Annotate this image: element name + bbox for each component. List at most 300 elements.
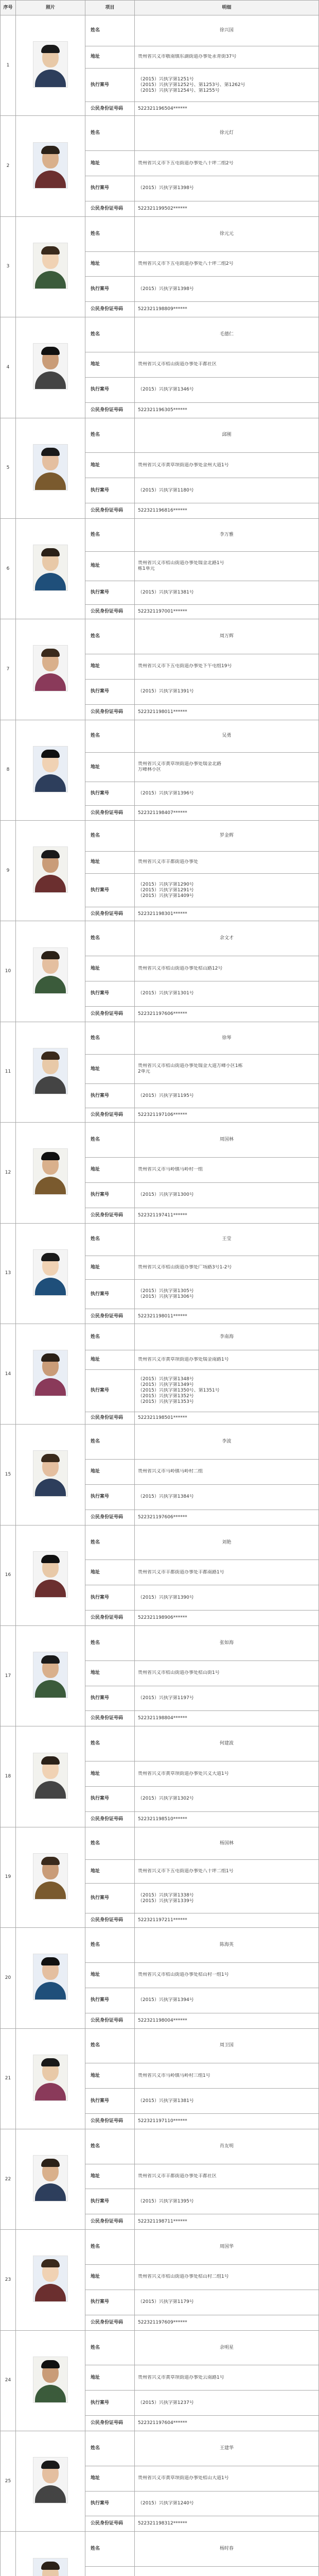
row-seq: 12	[1, 1123, 16, 1223]
field-value-cases	[135, 981, 319, 1006]
row-seq: 5	[1, 418, 16, 518]
field-label: 公民身份证号码	[85, 1108, 135, 1123]
field-value-id: 522321196305******	[135, 402, 319, 418]
field-label: 公民身份证号码	[85, 704, 135, 720]
portrait-image	[33, 2055, 68, 2101]
field-value-name: 李万雅	[135, 518, 319, 551]
header-field: 项目	[85, 1, 135, 15]
field-value-name: 杨国林	[135, 1827, 319, 1860]
field-value-cases	[135, 782, 319, 806]
field-label: 地址	[85, 1761, 135, 1787]
table-body	[1, 15, 319, 2576]
field-value-address	[135, 352, 319, 377]
case-number: （2015）兴执字第1350号、第1351号	[138, 1387, 220, 1393]
case-number: （2015）兴执字第1195号	[138, 1093, 194, 1098]
field-label: 公民身份证号码	[85, 2214, 135, 2230]
case-number: （2015）兴执字第1339号	[138, 1898, 194, 1904]
field-value-cases	[135, 679, 319, 704]
portrait-image	[33, 1450, 68, 1497]
field-label: 公民身份证号码	[85, 806, 135, 821]
portrait-image	[33, 947, 68, 994]
field-label: 姓名	[85, 1022, 135, 1055]
portrait-image	[33, 2155, 68, 2201]
table-row	[1, 921, 319, 956]
address-line: 贵州省兴义市桔山街道办事处桔山村二组1号	[138, 2274, 229, 2280]
field-label: 地址	[85, 1962, 135, 1988]
row-seq: 25	[1, 2431, 16, 2532]
field-label: 公民身份证号码	[85, 1711, 135, 1726]
row-seq: 16	[1, 1525, 16, 1625]
row-seq: 8	[1, 720, 16, 820]
field-value-address	[135, 2063, 319, 2089]
field-value-name: 吴勇	[135, 720, 319, 753]
row-seq: 19	[1, 1827, 16, 1927]
table-row	[1, 1123, 319, 1158]
header-detail: 明细	[135, 1, 319, 15]
field-label: 公民身份证号码	[85, 907, 135, 921]
address-line: 贵州省兴义市下五屯街道办事处下午屯组19号	[138, 664, 232, 669]
field-label: 姓名	[85, 1626, 135, 1661]
table-row	[1, 720, 319, 753]
field-label: 执行案号	[85, 2290, 135, 2315]
field-value-address	[135, 46, 319, 68]
field-value-name: 徐元元	[135, 216, 319, 251]
person-photo	[16, 1223, 85, 1324]
case-number: （2015）兴执字第1338号	[138, 1892, 194, 1898]
case-number: （2015）兴执字第1398号	[138, 286, 194, 292]
field-value-cases	[135, 1280, 319, 1309]
table-row	[1, 821, 319, 852]
field-label: 公民身份证号码	[85, 2013, 135, 2028]
field-value-id: 522321197609******	[135, 2315, 319, 2330]
field-label: 执行案号	[85, 1786, 135, 1811]
field-label: 执行案号	[85, 377, 135, 402]
field-label: 姓名	[85, 1223, 135, 1256]
field-label: 姓名	[85, 1123, 135, 1158]
table-row	[1, 317, 319, 352]
field-value-cases	[135, 2189, 319, 2214]
address-line: 贵州省兴义市丰都街道办事处	[138, 859, 199, 865]
person-photo	[16, 1626, 85, 1726]
person-photo	[16, 619, 85, 720]
field-label: 公民身份证号码	[85, 503, 135, 518]
person-photo	[16, 1827, 85, 1927]
field-label: 执行案号	[85, 2189, 135, 2214]
case-number: （2015）兴执字第1409号	[138, 893, 194, 899]
row-seq: 14	[1, 1324, 16, 1424]
field-label: 姓名	[85, 418, 135, 453]
field-value-id: 522321198011******	[135, 1309, 319, 1324]
address-line: 2单元	[138, 1069, 150, 1075]
field-value-name: 毛德仁	[135, 317, 319, 352]
portrait-image	[33, 243, 68, 289]
field-value-id: 522321197606******	[135, 1006, 319, 1022]
field-value-id: 522321196504******	[135, 102, 319, 116]
field-label: 公民身份证号码	[85, 604, 135, 619]
field-value-address	[135, 1460, 319, 1485]
portrait-image	[33, 2357, 68, 2403]
table-row	[1, 116, 319, 151]
case-number: （2015）兴执字第1381号	[138, 589, 194, 595]
case-number: （2015）兴执字第1300号	[138, 1192, 194, 1198]
address-line: 贵州省兴义市下五屯街道办事处八十坪二组1号	[138, 1869, 234, 1874]
address-line: 贵州省兴义市敬南镇东湖街道办事处永青街37号	[138, 54, 237, 60]
case-number: （2015）兴执字第1197号	[138, 1696, 194, 1701]
address-line: 贵州省兴义市丰都街道办事处丰都社区	[138, 2174, 217, 2179]
person-photo	[16, 1425, 85, 1525]
field-value-name: 王莹	[135, 1223, 319, 1256]
case-number: （2015）兴执字第1381号	[138, 2098, 194, 2104]
field-value-address	[135, 151, 319, 176]
field-value-cases	[135, 2290, 319, 2315]
field-label: 执行案号	[85, 1369, 135, 1412]
address-line: 贵州省兴义市下五屯街道办事处八十坪二组2号	[138, 160, 234, 166]
case-number: （2015）兴执字第1396号	[138, 791, 194, 796]
table-row	[1, 2028, 319, 2063]
address-line: 贵州省兴义市马岭镇马岭村一组	[138, 1167, 203, 1173]
row-seq	[1, 2532, 16, 2576]
row-seq: 24	[1, 2330, 16, 2431]
field-value-cases	[135, 873, 319, 907]
field-label: 姓名	[85, 1928, 135, 1963]
field-label: 公民身份证号码	[85, 1412, 135, 1424]
field-value-address	[135, 2265, 319, 2290]
field-value-cases	[135, 377, 319, 402]
address-line: 贵州省兴义市桔山街道办事处瑞金北路1号	[138, 560, 224, 566]
field-label: 公民身份证号码	[85, 201, 135, 216]
field-value-name: 邱刚	[135, 418, 319, 453]
field-label: 公民身份证号码	[85, 302, 135, 317]
address-line: 贵州省兴义市黄草坝街道办事处兴义大道1号	[138, 1771, 229, 1776]
case-number: （2015）兴执字第1384号	[138, 1494, 194, 1500]
field-label: 公民身份证号码	[85, 1510, 135, 1525]
field-value-id: 522321198906******	[135, 1611, 319, 1626]
field-label: 姓名	[85, 2129, 135, 2164]
address-line: 贵州省兴义市桔山街道办事处广场路3号1-2号	[138, 1265, 232, 1270]
case-number: （2015）兴执字第1254号、第1255号	[138, 88, 220, 93]
field-label: 执行案号	[85, 1084, 135, 1108]
portrait-image	[33, 1551, 68, 1598]
portrait-image	[33, 1350, 68, 1396]
field-label: 地址	[85, 956, 135, 981]
table-row	[1, 2129, 319, 2164]
address-line: 贵州省兴义市丰都街道办事处丰都南路1号	[138, 1569, 224, 1575]
case-number: （2015）兴执字第1348号	[138, 1376, 194, 1382]
case-number: （2015）兴执字第1305号	[138, 1289, 194, 1294]
person-photo	[16, 1324, 85, 1424]
row-seq: 17	[1, 1626, 16, 1726]
field-label: 执行案号	[85, 1686, 135, 1711]
case-number: （2015）兴执字第1252号、第1253号、第1262号	[138, 82, 245, 88]
table-row	[1, 1928, 319, 1963]
person-photo	[16, 2330, 85, 2431]
field-label: 执行案号	[85, 2491, 135, 2516]
field-label: 姓名	[85, 821, 135, 852]
field-label: 执行案号	[85, 2089, 135, 2114]
field-value-cases	[135, 1884, 319, 1913]
person-photo	[16, 518, 85, 619]
field-label: 执行案号	[85, 679, 135, 704]
field-value-cases	[135, 176, 319, 201]
row-seq: 10	[1, 921, 16, 1022]
address-line: 贵州省兴义市马岭镇马岭村三组1号	[138, 2073, 210, 2078]
field-value-cases	[135, 1988, 319, 2013]
field-value-id: 522321198510******	[135, 1811, 319, 1827]
field-value-id: 522321198809******	[135, 302, 319, 317]
field-label: 地址	[85, 2063, 135, 2089]
field-label: 姓名	[85, 216, 135, 251]
portrait-image	[33, 444, 68, 490]
row-seq: 15	[1, 1425, 16, 1525]
field-label: 地址	[85, 1055, 135, 1084]
address-line: 栋1单元	[138, 566, 155, 571]
case-number: （2015）兴执字第1237号	[138, 2400, 194, 2405]
table-row	[1, 1223, 319, 1256]
table-row	[1, 1827, 319, 1860]
table-row	[1, 518, 319, 551]
field-value-address	[135, 2365, 319, 2391]
field-label: 公民身份证号码	[85, 1913, 135, 1928]
case-number: （2015）兴执字第1352号	[138, 1393, 194, 1399]
person-photo	[16, 1022, 85, 1122]
field-value-name: 杨时春	[135, 2532, 319, 2567]
field-value-address	[135, 1860, 319, 1884]
field-label: 地址	[85, 2466, 135, 2491]
portrait-image	[33, 645, 68, 691]
row-seq: 21	[1, 2028, 16, 2129]
field-value-name: 张如海	[135, 1626, 319, 1661]
field-label: 执行案号	[85, 1585, 135, 1611]
address-line: 贵州省兴义市黄草坝街道办事处瑞金南路1号	[138, 1357, 229, 1363]
person-photo	[16, 821, 85, 921]
field-label: 执行案号	[85, 1884, 135, 1913]
field-value-address	[135, 1962, 319, 1988]
field-value-id: 522321198711******	[135, 2214, 319, 2230]
address-line: 贵州省兴义市桔山街道办事处桔山路12号	[138, 965, 223, 971]
field-label: 姓名	[85, 2532, 135, 2567]
case-number: （2015）兴执字第1349号	[138, 1382, 194, 1387]
field-value-name: 周万辉	[135, 619, 319, 654]
field-value-id: 522321197110******	[135, 2113, 319, 2129]
case-number: （2015）兴执字第1346号	[138, 387, 194, 393]
field-label: 姓名	[85, 518, 135, 551]
portrait-image	[33, 2256, 68, 2302]
field-value-address	[135, 2567, 319, 2576]
table-header	[1, 1, 319, 15]
field-label: 姓名	[85, 2230, 135, 2265]
field-label: 执行案号	[85, 1484, 135, 1510]
person-photo	[16, 1123, 85, 1223]
table-row	[1, 2330, 319, 2365]
person-photo	[16, 2230, 85, 2330]
person-photo	[16, 317, 85, 418]
field-label: 执行案号	[85, 1182, 135, 1208]
field-label: 执行案号	[85, 1280, 135, 1309]
field-value-name: 何建波	[135, 1726, 319, 1761]
field-value-cases	[135, 2391, 319, 2416]
field-value-name: 王建华	[135, 2431, 319, 2466]
case-number: （2015）兴执字第1290号	[138, 882, 194, 887]
field-label: 姓名	[85, 2431, 135, 2466]
field-value-cases	[135, 478, 319, 503]
field-value-name: 徐琴	[135, 1022, 319, 1055]
field-label: 地址	[85, 753, 135, 782]
row-seq: 4	[1, 317, 16, 418]
person-photo	[16, 2532, 85, 2576]
field-value-id: 522321197211******	[135, 1913, 319, 1928]
person-photo	[16, 2129, 85, 2229]
field-value-address	[135, 1660, 319, 1686]
field-label: 公民身份证号码	[85, 1309, 135, 1324]
address-line: 贵州省兴义市马岭镇马岭村二组	[138, 1469, 203, 1475]
field-label: 姓名	[85, 921, 135, 956]
field-label: 姓名	[85, 1324, 135, 1350]
portrait-image	[33, 1652, 68, 1698]
table-row	[1, 418, 319, 453]
field-value-id: 522321196816******	[135, 503, 319, 518]
portrait-image	[33, 1954, 68, 2000]
field-value-address	[135, 2466, 319, 2491]
table-row	[1, 216, 319, 251]
address-line: 贵州省兴义市桔山街道办事处桔山街1号	[138, 1670, 220, 1676]
row-seq: 9	[1, 821, 16, 921]
table-row	[1, 1425, 319, 1460]
field-label: 姓名	[85, 1425, 135, 1460]
field-label: 公民身份证号码	[85, 2416, 135, 2431]
case-number: （2015）兴执字第1179号	[138, 2299, 194, 2305]
field-value-name: 李波	[135, 1425, 319, 1460]
field-value-id: 522321198011******	[135, 704, 319, 720]
field-value-cases	[135, 2491, 319, 2516]
field-label: 执行案号	[85, 873, 135, 907]
field-value-address	[135, 251, 319, 277]
row-seq: 23	[1, 2230, 16, 2330]
field-label: 地址	[85, 2265, 135, 2290]
row-seq: 3	[1, 216, 16, 317]
row-seq: 1	[1, 15, 16, 116]
field-label: 执行案号	[85, 782, 135, 806]
person-photo	[16, 418, 85, 518]
field-value-address	[135, 1761, 319, 1787]
field-value-cases	[135, 581, 319, 604]
field-label: 地址	[85, 2365, 135, 2391]
field-value-cases	[135, 1686, 319, 1711]
field-label: 地址	[85, 46, 135, 68]
field-label: 地址	[85, 151, 135, 176]
field-value-address	[135, 753, 319, 782]
table-row	[1, 1022, 319, 1055]
case-number: （2015）兴执字第1302号	[138, 1796, 194, 1802]
portrait-image	[33, 846, 68, 893]
field-value-address	[135, 1055, 319, 1084]
field-label: 地址	[85, 1560, 135, 1585]
row-seq: 11	[1, 1022, 16, 1122]
case-number: （2015）兴执字第1291号	[138, 887, 194, 893]
field-value-cases	[135, 1084, 319, 1108]
field-label: 地址	[85, 1256, 135, 1280]
field-value-id: 522321198501******	[135, 1412, 319, 1424]
portrait-image	[33, 142, 68, 189]
portrait-image	[33, 1853, 68, 1900]
field-value-cases	[135, 1786, 319, 1811]
address-line: 贵州省兴义市黄草坝街道办事处金州大道1号	[138, 462, 229, 468]
row-seq: 20	[1, 1928, 16, 2028]
portrait-image	[33, 545, 68, 591]
person-photo	[16, 921, 85, 1022]
portrait-image	[33, 1249, 68, 1296]
field-label: 姓名	[85, 2330, 135, 2365]
table-row	[1, 1726, 319, 1761]
field-value-name: 周国林	[135, 1123, 319, 1158]
field-label: 地址	[85, 1860, 135, 1884]
person-photo	[16, 720, 85, 820]
field-label: 姓名	[85, 619, 135, 654]
field-label: 姓名	[85, 116, 135, 151]
field-value-id: 522321197604******	[135, 2416, 319, 2431]
case-number: （2015）兴执字第1391号	[138, 689, 194, 694]
person-photo	[16, 2431, 85, 2532]
table-row	[1, 2431, 319, 2466]
field-label: 地址	[85, 551, 135, 581]
field-value-name: 周国华	[135, 2230, 319, 2265]
field-value-cases	[135, 1182, 319, 1208]
field-value-address	[135, 551, 319, 581]
field-value-id: 522321197106******	[135, 1108, 319, 1123]
portrait-image	[33, 1148, 68, 1195]
case-number: （2015）兴执字第1390号	[138, 1595, 194, 1600]
field-label: 姓名	[85, 15, 135, 46]
field-label: 执行案号	[85, 581, 135, 604]
field-value-address	[135, 851, 319, 873]
portrait-image	[33, 1048, 68, 1094]
field-label: 姓名	[85, 2028, 135, 2063]
field-value-name: 余文才	[135, 921, 319, 956]
field-value-id: 522321197606******	[135, 1510, 319, 1525]
case-number: （2015）兴执字第1251号	[138, 76, 194, 82]
field-label: 地址	[85, 1660, 135, 1686]
field-value-id: 522321198004******	[135, 2013, 319, 2028]
field-value-address	[135, 1560, 319, 1585]
row-seq: 18	[1, 1726, 16, 1827]
field-label: 地址	[85, 1350, 135, 1370]
field-value-name: 周卫国	[135, 2028, 319, 2063]
field-value-name: 李南海	[135, 1324, 319, 1350]
field-value-id: 522321198407******	[135, 806, 319, 821]
person-photo	[16, 1928, 85, 2028]
field-label: 执行案号	[85, 981, 135, 1006]
field-label: 地址	[85, 453, 135, 478]
address-line: 贵州省兴义市桔山街道办事处瑞金大道万峰小区1栋	[138, 1063, 243, 1069]
field-value-address	[135, 1157, 319, 1182]
person-photo	[16, 1726, 85, 1827]
portrait-image	[33, 746, 68, 792]
header-seq: 序号	[1, 1, 16, 15]
field-value-address	[135, 1350, 319, 1370]
field-value-cases	[135, 2089, 319, 2114]
field-value-cases	[135, 68, 319, 101]
field-value-id: 522321198301******	[135, 907, 319, 921]
field-value-address	[135, 453, 319, 478]
field-label: 公民身份证号码	[85, 2113, 135, 2129]
table-row	[1, 1525, 319, 1560]
field-value-cases	[135, 1369, 319, 1412]
portrait-image	[33, 2558, 68, 2576]
field-value-address	[135, 1256, 319, 1280]
person-photo	[16, 2028, 85, 2129]
field-label: 执行案号	[85, 176, 135, 201]
case-number: （2015）兴执字第1301号	[138, 991, 194, 996]
person-photo	[16, 15, 85, 116]
